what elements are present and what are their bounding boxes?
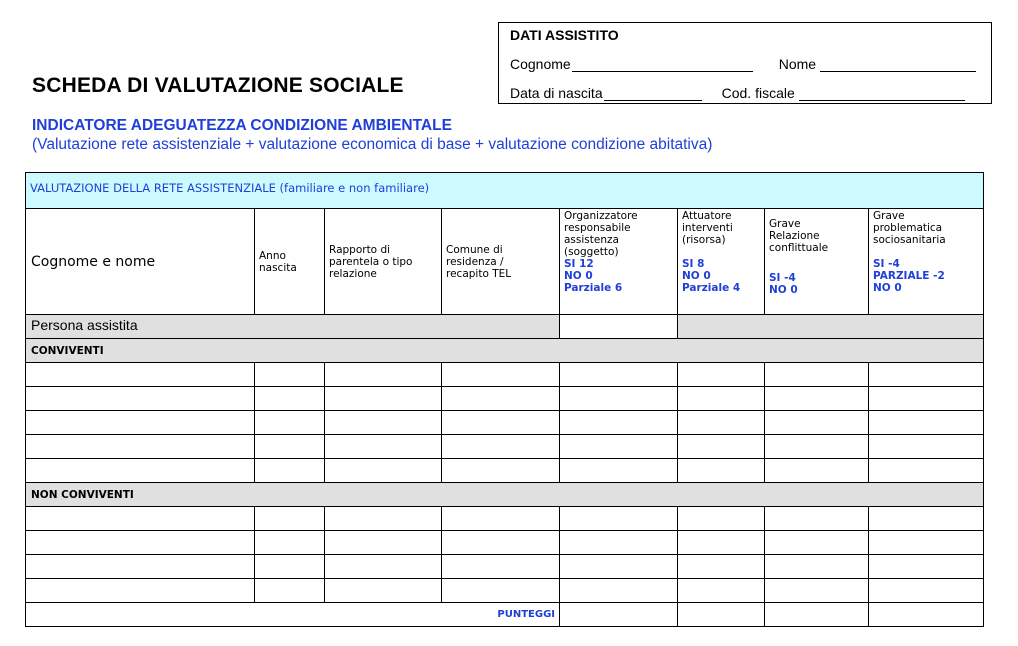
patient-data-box bbox=[498, 22, 992, 104]
data-nascita-field[interactable] bbox=[604, 87, 702, 101]
score-grave-relazione[interactable] bbox=[765, 603, 869, 627]
section-title: VALUTAZIONE DELLA RETE ASSISTENZIALE (familiare e non familiare) bbox=[26, 173, 984, 209]
conviventi-label: CONVIVENTI bbox=[26, 339, 984, 363]
col-header-rapporto: Rapporto di parentela o tipo relazione bbox=[325, 209, 442, 315]
cod-fiscale-field[interactable] bbox=[799, 87, 965, 101]
score-attuatore[interactable] bbox=[678, 603, 765, 627]
table-row bbox=[26, 411, 984, 435]
nome-label: Nome bbox=[778, 56, 817, 72]
col-header-attuatore: Attuatore interventi (risorsa) SI 8 NO 0 Parziale 4 bbox=[678, 209, 765, 315]
column-header-row bbox=[26, 209, 984, 315]
table-row bbox=[26, 507, 984, 531]
persona-organizzatore-cell[interactable] bbox=[560, 315, 678, 339]
col-header-grave-problematica: Grave problematica sociosanitaria SI -4 PARZIALE -2 NO 0 bbox=[869, 209, 984, 315]
persona-disabled-cell bbox=[678, 315, 984, 339]
cod-fiscale-label: Cod. fiscale bbox=[721, 85, 795, 101]
score-organizzatore[interactable] bbox=[560, 603, 678, 627]
cognome-field[interactable] bbox=[572, 58, 753, 72]
table-row bbox=[26, 387, 984, 411]
score-grave-problematica[interactable] bbox=[869, 603, 984, 627]
col-header-organizzatore: Organizzatore responsabile assistenza (soggetto) SI 12 NO 0 Parziale 6 bbox=[560, 209, 678, 315]
nome-field[interactable] bbox=[820, 58, 976, 72]
table-row bbox=[26, 459, 984, 483]
persona-assistita-label: Persona assistita bbox=[26, 315, 560, 339]
persona-assistita-row bbox=[26, 315, 984, 339]
page-title: SCHEDA DI VALUTAZIONE SOCIALE bbox=[32, 74, 404, 97]
non-conviventi-header-row bbox=[26, 483, 984, 507]
patient-row-names bbox=[510, 56, 983, 72]
col-header-comune: Comune di residenza / recapito TEL bbox=[442, 209, 560, 315]
indicator-title: INDICATORE ADEGUATEZZA CONDIZIONE AMBIENTALE bbox=[32, 117, 452, 134]
table-row bbox=[26, 363, 984, 387]
patient-box-title: DATI ASSISTITO bbox=[510, 27, 619, 43]
conviventi-header-row bbox=[26, 339, 984, 363]
table-row bbox=[26, 531, 984, 555]
punteggi-label: PUNTEGGI bbox=[26, 603, 560, 627]
assessment-table bbox=[25, 172, 984, 627]
col-header-name: Cognome e nome bbox=[26, 209, 255, 315]
non-conviventi-label: NON CONVIVENTI bbox=[26, 483, 984, 507]
punteggi-row bbox=[26, 603, 984, 627]
table-row bbox=[26, 579, 984, 603]
data-nascita-label: Data di nascita bbox=[510, 85, 603, 101]
indicator-subtitle: (Valutazione rete assistenziale + valutazione economica di base + valutazione condizione abitativa) bbox=[32, 136, 713, 153]
col-header-grave-relazione: Grave Relazione conflittuale SI -4 NO 0 bbox=[765, 209, 869, 315]
table-row bbox=[26, 555, 984, 579]
patient-row-birth bbox=[510, 85, 983, 101]
table-row bbox=[26, 435, 984, 459]
col-header-anno: Anno nascita bbox=[255, 209, 325, 315]
cognome-label: Cognome bbox=[510, 56, 571, 72]
